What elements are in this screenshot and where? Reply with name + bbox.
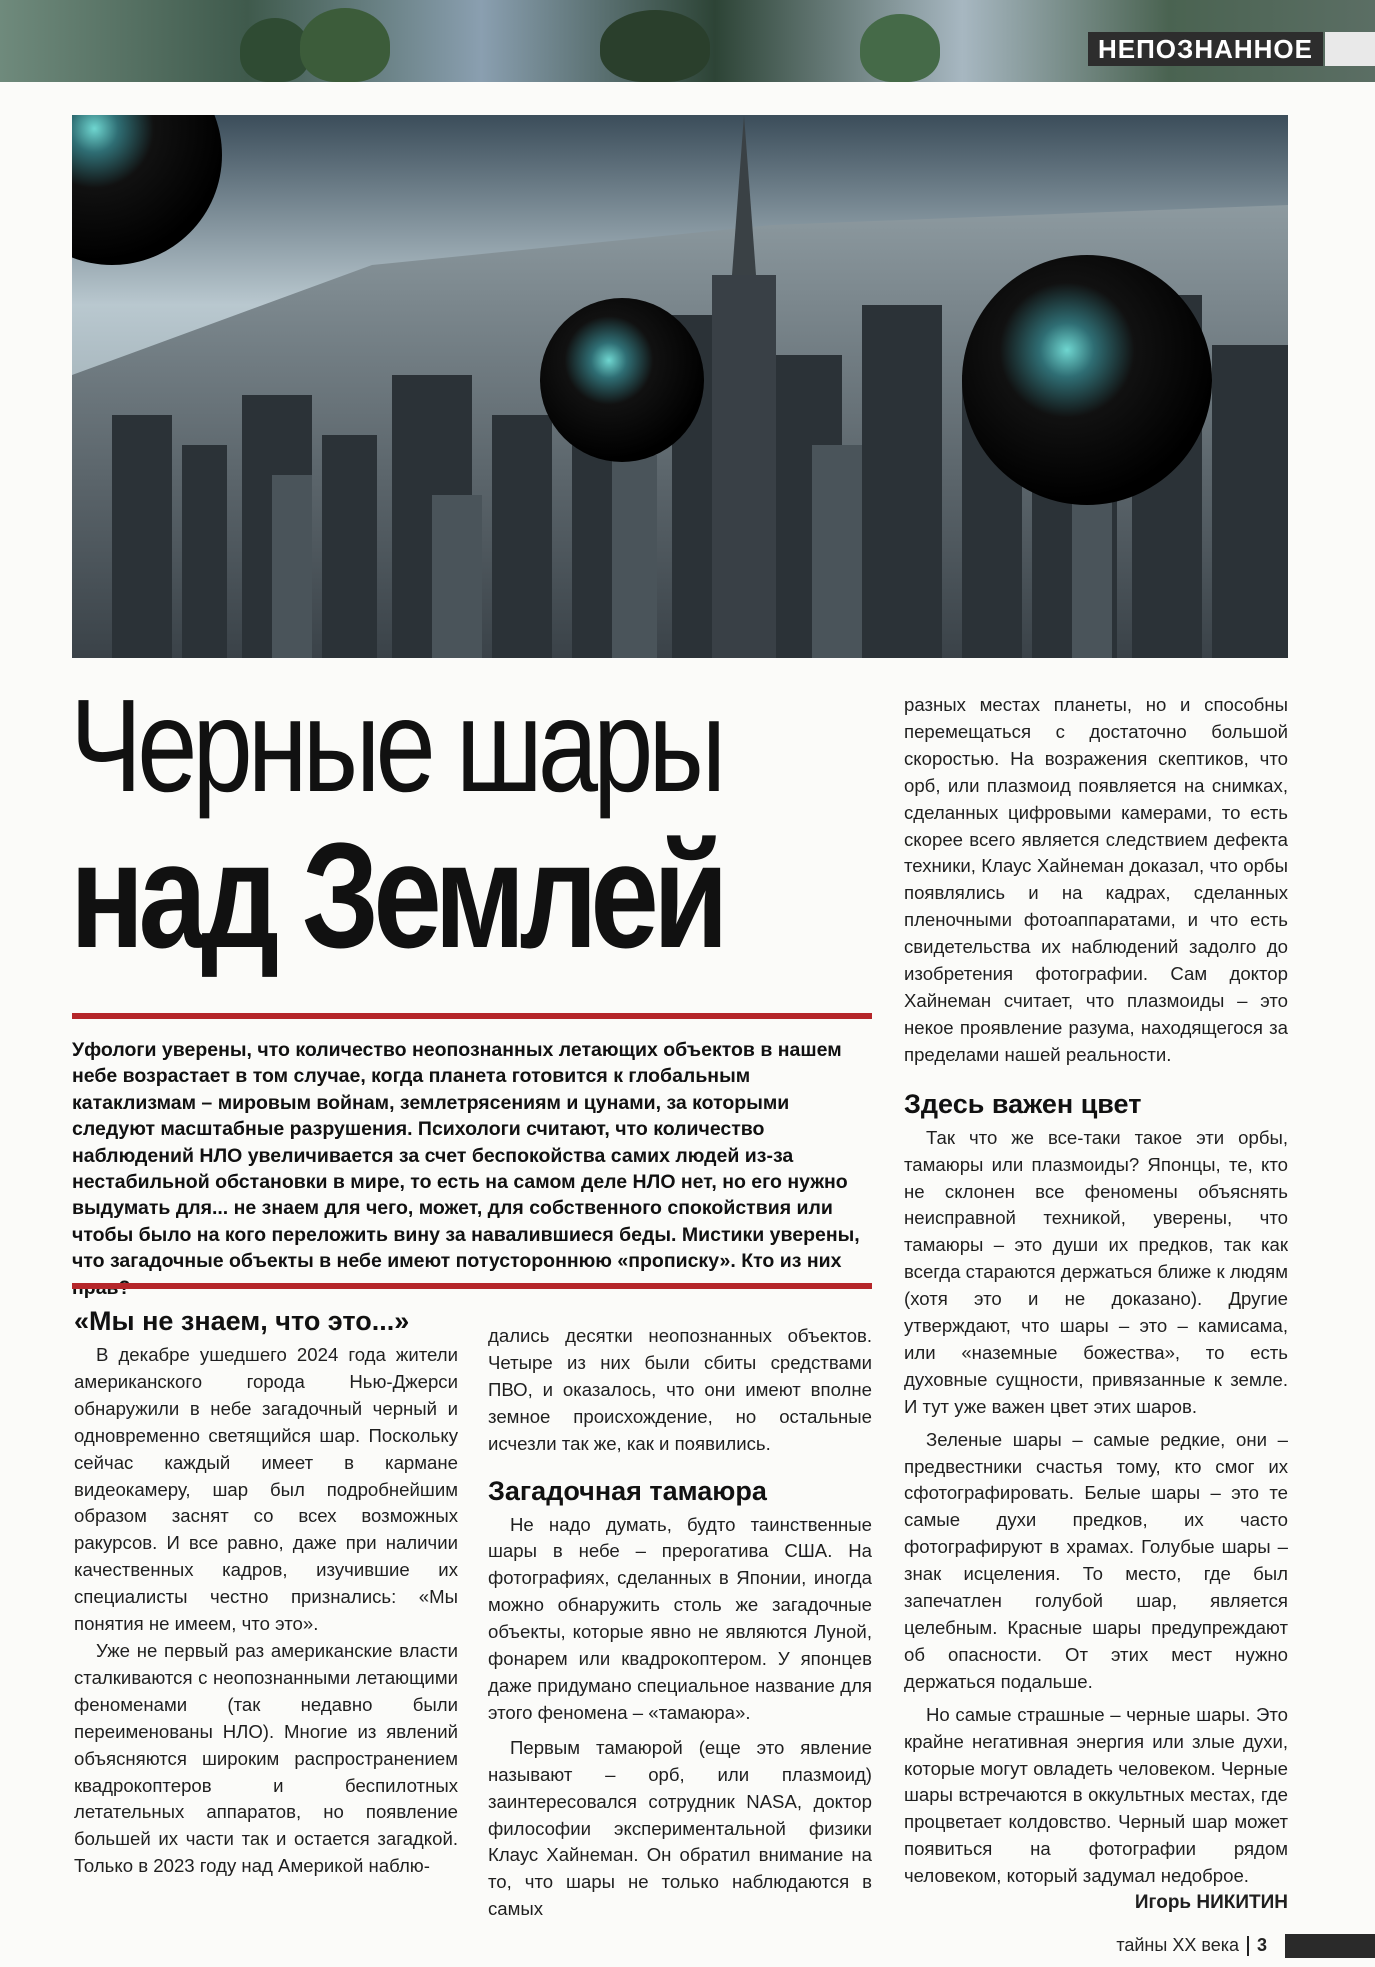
footer-bar-decoration <box>1285 1934 1375 1958</box>
subheading-2: Загадочная тамаюра <box>488 1475 767 1506</box>
title-line-2: над Землей <box>70 811 723 979</box>
divider-top <box>72 1013 872 1019</box>
footer-separator <box>1247 1936 1249 1956</box>
subheading-1: «Мы не знаем, что это...» <box>74 1306 410 1336</box>
title-line-1: Черные шары <box>70 672 722 819</box>
hero-illustration <box>72 115 1288 658</box>
col3-paragraph-3: Зеленые шары – самые редкие, они – предвестники счастья тому, кто смог их сфотографировать. Белые шары – это те самые духи предков, их часто фотографируют в храмах. Голубые шары – знак исцеления. То место, где был запечатлен голубой шар, является целебным. Красные шары предупреждают об опасности. От этих мест нужно держаться подальше. <box>904 1428 1288 1692</box>
column-1 <box>74 1296 458 1880</box>
author-name: Игорь НИКИТИН <box>1134 1892 1288 1914</box>
rubric-tail-decoration <box>1325 32 1375 66</box>
col1-paragraph-1: В декабре ушедшего 2024 года жители американского города Нью-Джерси обнаружили в небе загадочный черный и одновременно светящийся шар. Поскольку сейчас каждый имеет в кармане видеокамеру, шар был подробнейшим образом заснят со всех возможных ракурсов. И все равно, даже при наличии качественных кадров, изучившие их специалисты честно признались: «Мы понятия не имеем, что это». <box>74 1344 458 1635</box>
col2-paragraph-1: дались десятки неопознанных объектов. Четыре из них были сбиты средствами ПВО, и оказалось, что они имеют вполне земное происхождение, но остальные исчезли так же, как и появились. <box>488 1325 872 1454</box>
col3-paragraph-4: Но самые страшные – черные шары. Это крайне негативная энергия или злые духи, которые могут овладеть человеком. Черные шары встречаются в оккультных местах, где процветает колдовство. Черный шар может появиться на фотографии рядом человеком, который задумал недоброе. <box>904 1703 1288 1887</box>
col3-paragraph-1: разных местах планеты, но и способны перемещаться с достаточно большой скоростью. На возражения скептиков, что орб, или плазмоид появляется на снимках, сделанных цифровыми камерами, то есть скорее всего является следствием дефекта техники, Клаус Хайнеман доказал, что орбы появлялись и на кадрах, сделанных пленочными фотоаппаратами, и что есть свидетельства их наблюдений задолго до изобретения фотографии. Сам доктор Хайнеман считает, что плазмоиды – это некое проявление разума, находящегося за пределами нашей реальности. <box>904 694 1288 1065</box>
magazine-name: тайны XX века <box>1116 1935 1239 1955</box>
divider-bottom <box>72 1283 872 1289</box>
column-3 <box>904 692 1288 1917</box>
col1-paragraph-2: Уже не первый раз американские власти сталкиваются с неопознанными летающими феноменами (так недавно были переименованы НЛО). Многие из явлений объясняются широким распространением квадрокоптеров и беспилотных летательных аппаратов, но появление большей их части так и остается загадкой. Только в 2023 году над Америкой наблю- <box>74 1639 458 1877</box>
lead-paragraph: Уфологи уверены, что количество неопознанных летающих объектов в нашем небе возрастает в том случае, когда планета готовится к глобальным катаклизмам – мировым войнам, землетрясениям и цунами, за которыми следуют масштабные разрушения. Психологи считают, что количество наблюдений НЛО увеличивается за счет беспокойства самих людей из-за нестабильной обстановки в мире, то есть на самом деле НЛО нет, но его нужно выдумать для... не знаем для чего, может, для собственного спокойствия или чтобы было на кого переложить вину за навалившиеся беды. Мистики уверены, что загадочные объекты в небе имеют потустороннюю «прописку». Кто из них <box>72 1039 860 1273</box>
page-number: 3 <box>1256 1935 1267 1955</box>
col3-paragraph-2: Так что же все-таки такое эти орбы, тамаюры или плазмоиды? Японцы, те, кто не склонен все феномены объяснять неисправной техникой, уверены, что тамаюры – это души их предков, так как всегда стараются держаться ближе к людям (хотя это и не доказано). Другие утверждают, что шары – это – камисама, или «наземные божества», то есть духовные сущности, привязанные к земле. И тут уже важен цвет этих шаров. <box>904 1126 1288 1417</box>
page-footer <box>1116 1935 1267 1956</box>
section-rubric: НЕПОЗНАННОЕ <box>1088 32 1323 66</box>
col2-paragraph-2: Не надо думать, будто таинственные шары в небе – прерогатива США. На фотографиях, сделанных в Японии, иногда можно обнаружить столь же загадочные объекты, которые явно не являются Луной, фонарем или квадрокоптером. У японцев даже придумано специальное название для этого феномена – «тамаюра». <box>488 1513 872 1723</box>
subheading-3: Здесь важен цвет <box>904 1088 1142 1119</box>
col2-paragraph-3: Первым тамаюрой (еще это явление называют – орб, или плазмоид) заинтересовался сотрудник NASA, доктор философии экспериментальной физики Клаус Хайнеман. Он обратил внимание на то, что шары не только наблюдаются в самых <box>488 1736 872 1920</box>
column-2 <box>488 1323 872 1923</box>
